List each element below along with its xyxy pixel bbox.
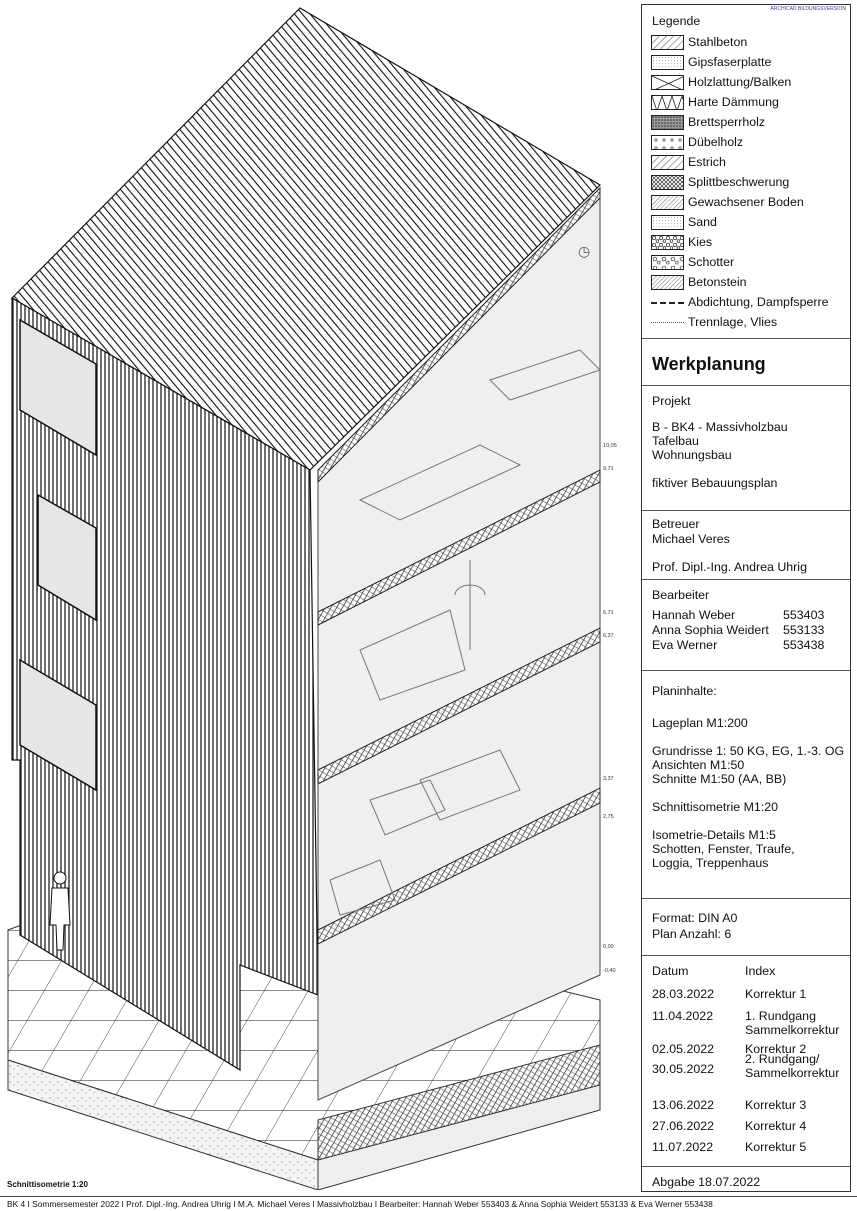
contents-section bbox=[642, 670, 850, 870]
legend-label: Sand bbox=[688, 215, 717, 229]
level-mark: 6,37 bbox=[603, 633, 614, 639]
contents-line: Schotten, Fenster, Traufe, bbox=[652, 842, 795, 856]
legend-swatch bbox=[651, 35, 684, 50]
legend-swatch bbox=[651, 55, 684, 70]
legend-line-sample bbox=[651, 302, 684, 304]
contents-line: Loggia, Treppenhaus bbox=[652, 856, 769, 870]
level-mark: 10,05 bbox=[603, 443, 617, 449]
legend-label: Dübelholz bbox=[688, 135, 744, 149]
project-label: Projekt bbox=[652, 394, 691, 408]
legend-label: Kies bbox=[688, 235, 713, 249]
legend-swatch bbox=[651, 75, 684, 90]
legend-swatch bbox=[651, 215, 684, 230]
level-mark: 2,75 bbox=[603, 814, 614, 820]
revision-index: Korrektur 4 bbox=[745, 1119, 807, 1133]
date-header: Datum bbox=[652, 964, 689, 978]
legend-line-sample bbox=[651, 322, 684, 323]
legend-swatch bbox=[651, 95, 684, 110]
level-mark: 9,71 bbox=[603, 466, 614, 472]
level-mark: 3,37 bbox=[603, 776, 614, 782]
legend-label: Betonstein bbox=[688, 275, 747, 289]
revision-index: 2. Rundgang/ Sammelkorrektur bbox=[745, 1052, 840, 1080]
legend-swatch bbox=[651, 175, 684, 190]
contents-label: Planinhalte: bbox=[652, 684, 717, 698]
legend-swatch bbox=[651, 195, 684, 210]
legend-swatch bbox=[651, 255, 684, 270]
legend-title: Legende bbox=[652, 14, 701, 28]
level-mark: 6,71 bbox=[603, 610, 614, 616]
revision-date: 27.06.2022 bbox=[652, 1119, 715, 1133]
heading-section bbox=[642, 338, 850, 374]
contents-line: Grundrisse 1: 50 KG, EG, 1.-3. OG bbox=[652, 744, 845, 758]
revision-date: 02.05.2022 bbox=[652, 1042, 715, 1056]
author-name: Anna Sophia Weidert bbox=[652, 623, 769, 637]
revisions-section bbox=[642, 955, 850, 1154]
author-name: Hannah Weber bbox=[652, 608, 736, 622]
format-section bbox=[642, 898, 850, 941]
supervisor-line: Michael Veres bbox=[652, 532, 730, 546]
level-mark: -0,40 bbox=[603, 968, 616, 974]
author-id: 553403 bbox=[783, 608, 825, 622]
legend-label: Holzlattung/Balken bbox=[688, 75, 792, 89]
supervisor-line: Prof. Dipl.-Ing. Andrea Uhrig bbox=[652, 560, 807, 574]
level-markers bbox=[603, 443, 617, 974]
contents-line: Schnittisometrie M1:20 bbox=[652, 800, 779, 814]
revision-index: Korrektur 5 bbox=[745, 1140, 807, 1154]
footer-bar: BK 4 I Sommersemester 2022 I Prof. Dipl.-Ing. Andrea Uhrig I M.A. Michael Veres I Massivholzbau I Bearbeiter: Hannah Weber 553403 & Anna Sophia Weidert 553133 & Eva Werner 553438 bbox=[0, 1196, 857, 1211]
contents-line: Ansichten M1:50 bbox=[652, 758, 745, 772]
supervisor-label: Betreuer bbox=[652, 517, 700, 531]
legend-label: Brettsperrholz bbox=[688, 115, 766, 129]
legend-swatch bbox=[651, 115, 684, 130]
project-line: Tafelbau bbox=[652, 434, 699, 448]
submission-section bbox=[642, 1166, 850, 1189]
revision-index: Korrektur 1 bbox=[745, 987, 807, 1001]
contents-line: Schnitte M1:50 (AA, BB) bbox=[652, 772, 787, 786]
clock-icon: ◷ bbox=[578, 243, 591, 259]
revision-date: 30.05.2022 bbox=[652, 1062, 715, 1076]
legend-label: Harte Dämmung bbox=[688, 95, 779, 109]
submission-date: Abgabe 18.07.2022 bbox=[652, 1175, 761, 1189]
legend-label: Stahlbeton bbox=[688, 35, 748, 49]
format-line: Format: DIN A0 bbox=[652, 911, 738, 925]
project-line: Wohnungsbau bbox=[652, 448, 732, 462]
revision-date: 13.06.2022 bbox=[652, 1098, 715, 1112]
authors-section bbox=[642, 579, 850, 652]
legend-label: Schotter bbox=[688, 255, 735, 269]
index-header: Index bbox=[745, 964, 776, 978]
revision-date: 28.03.2022 bbox=[652, 987, 715, 1001]
authors-label: Bearbeiter bbox=[652, 588, 710, 602]
legend-label: Splittbeschwerung bbox=[688, 175, 790, 189]
plan-heading: Werkplanung bbox=[652, 354, 766, 374]
legend-label: Gipsfaserplatte bbox=[688, 55, 772, 69]
drawing-caption: Schnittisometrie 1:20 bbox=[7, 1180, 88, 1189]
format-line: Plan Anzahl: 6 bbox=[652, 927, 732, 941]
legend-swatch bbox=[651, 235, 684, 250]
software-badge: ARCHICAD BILDUNGSVERSION bbox=[770, 6, 846, 12]
contents-line: Lageplan M1:200 bbox=[652, 716, 748, 730]
legend-label: Estrich bbox=[688, 155, 726, 169]
legend-label: Gewachsener Boden bbox=[688, 195, 804, 209]
revision-index: 1. Rundgang Sammelkorrektur bbox=[745, 1009, 840, 1037]
revision-index: Korrektur 2 bbox=[745, 1042, 807, 1056]
contents-line: Isometrie-Details M1:5 bbox=[652, 828, 776, 842]
legend-swatch bbox=[651, 275, 684, 290]
legend-swatch bbox=[651, 135, 684, 150]
legend-label: Abdichtung, Dampfsperre bbox=[688, 295, 829, 309]
level-mark: 0,00 bbox=[603, 944, 614, 950]
project-section bbox=[642, 385, 850, 505]
author-id: 553438 bbox=[783, 638, 825, 652]
supervisor-section bbox=[642, 510, 850, 574]
project-line: B - BK4 - Massivholzbau bbox=[652, 420, 788, 434]
legend-swatch bbox=[651, 155, 684, 170]
title-block bbox=[641, 4, 851, 1192]
author-name: Eva Werner bbox=[652, 638, 718, 652]
legend-label: Trennlage, Vlies bbox=[688, 315, 778, 329]
author-id: 553133 bbox=[783, 623, 825, 637]
revision-index: Korrektur 3 bbox=[745, 1098, 807, 1112]
revision-date: 11.04.2022 bbox=[652, 1009, 714, 1023]
revision-date: 11.07.2022 bbox=[652, 1140, 714, 1154]
project-line: fiktiver Bebauungsplan bbox=[652, 476, 778, 490]
